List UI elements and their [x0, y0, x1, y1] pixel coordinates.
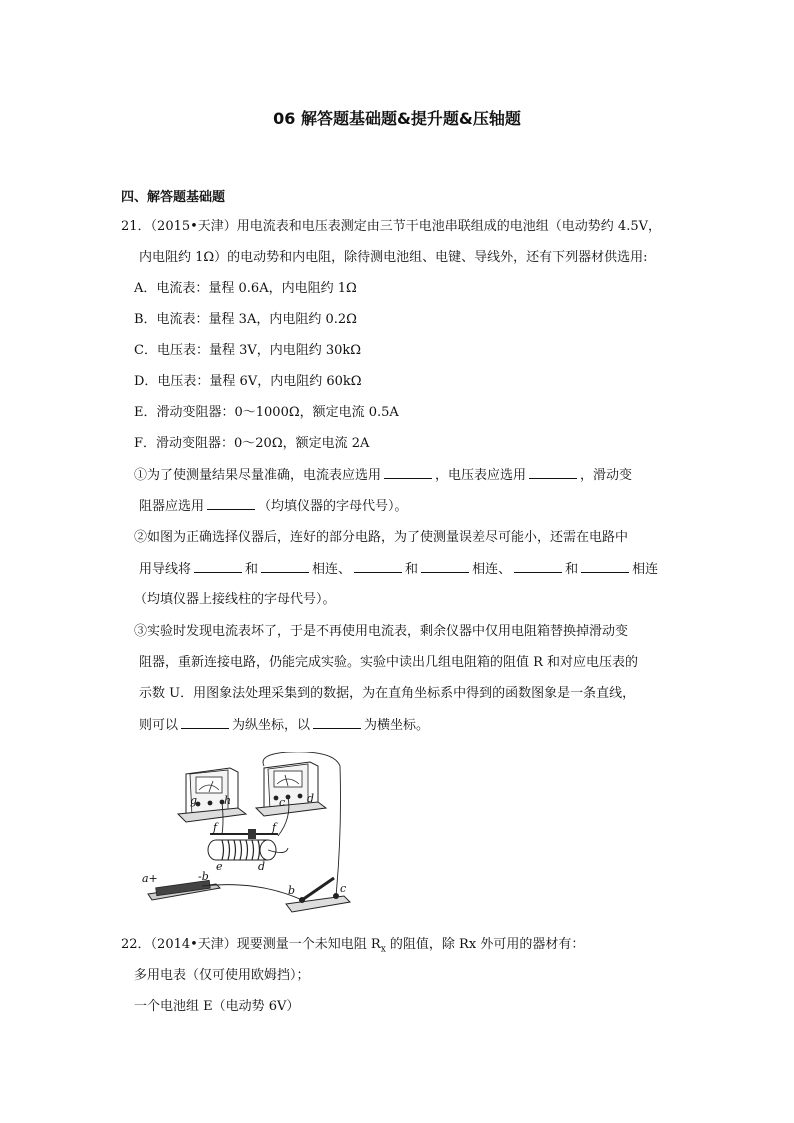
label-b-switch: b: [288, 884, 296, 897]
q22-item-2: 一个电池组 E（电动势 6V）: [134, 999, 300, 1014]
circuit-figure: [138, 752, 358, 920]
q21-part2-and-2: 和: [405, 562, 419, 577]
q21-part2-line2: [139, 560, 658, 579]
q21-option-d: D．电压表：量程 6V，内电阻约 60kΩ: [134, 374, 362, 389]
q21-part3-text-c: 为横坐标。: [364, 718, 430, 733]
q21-option-f: F．滑动变阻器：0～20Ω，额定电流 2A: [134, 436, 370, 451]
q22-stem-subscript: x: [380, 944, 386, 955]
q21-stem-line2: 内电阻约 1Ω）的电动势和内电阻，除待测电池组、电键、导线外，还有下列器材供选用:: [139, 250, 648, 265]
q21-part2-line1: ②如图为正确选择仪器后，连好的部分电路，为了使测量误差尽可能小，还需在电路中: [134, 530, 629, 545]
voltmeter-meter: [256, 762, 326, 816]
q22-stem-b: 的阻值，除 Rx 外可用的器材有：: [385, 937, 585, 952]
q21-part3-line1: ③实验时发现电流表坏了，于是不再使用电流表，剩余仪器中仅用电阻箱替换掉滑动变: [134, 624, 629, 639]
q22-item-1: 多用电表（仅可使用欧姆挡）；: [134, 968, 310, 983]
q21-part3-text-a: 则可以: [139, 718, 179, 733]
q21-part3-line3: 示数 U．用图象法处理采集到的数据，为在直角坐标系中得到的函数图象是一条直线，: [139, 686, 636, 701]
page-title: 06 解答题基础题&提升题&压轴题: [273, 109, 521, 128]
q21-part1-text-a: ①为了使测量结果尽量准确，电流表应选用: [134, 468, 382, 483]
answer-blank-1: [194, 560, 242, 573]
label-g: g: [190, 794, 198, 807]
answer-blank-ordinate: [181, 716, 229, 729]
answer-blank-2: [261, 560, 309, 573]
q21-part1-text-c: ，滑动变: [580, 468, 633, 483]
q21-part1-line2: [139, 497, 408, 516]
label-a-plus: a+: [142, 872, 158, 885]
q21-part2-and-1: 和: [245, 562, 259, 577]
section-heading: 四、解答题基础题: [121, 190, 226, 205]
q21-part1-text-b: ，电压表应选用: [435, 468, 527, 483]
q21-part3-line4: [139, 716, 429, 735]
q21-part2-end: 相连: [632, 562, 659, 577]
q21-part2-text-a: 用导线将: [139, 562, 192, 577]
answer-blank-5: [514, 560, 562, 573]
q21-option-a: A．电流表：量程 0.6A，内电阻约 1Ω: [134, 281, 357, 296]
label-d-voltmeter: d: [307, 792, 315, 805]
label-c-switch: c: [340, 882, 347, 895]
q21-option-e: E．滑动变阻器：0～1000Ω，额定电流 0.5A: [134, 405, 399, 420]
label-h: h: [224, 794, 232, 807]
label-minus-b: -b: [198, 870, 209, 883]
q21-part1-text-e: （均填仪器的字母代号）。: [258, 499, 408, 514]
q21-part1-line1: [134, 466, 632, 485]
q21-part3-line2: 阻器，重新连接电路，仍能完成实验。实验中读出几组电阻箱的阻值 R 和对应电压表的: [139, 655, 639, 670]
battery-pack: [148, 880, 220, 900]
q21-part1-text-d: 阻器应选用: [139, 499, 205, 514]
label-f-right: f: [272, 821, 277, 834]
q21-option-b: B．电流表：量程 3A，内电阻约 0.2Ω: [134, 312, 357, 327]
answer-blank-abscissa: [313, 716, 361, 729]
answer-blank-6: [581, 560, 629, 573]
rheostat: [208, 829, 278, 860]
q21-stem-line1: 21．（2015•天津）用电流表和电压表测定由三节干电池串联组成的电池组（电动势约 4.5V，: [121, 219, 661, 234]
answer-blank-voltmeter: [529, 466, 577, 479]
q21-part2-line3: （均填仪器上接线柱的字母代号）。: [134, 592, 336, 607]
q22-stem-a: 22．（2014•天津）现要测量一个未知电阻 R: [121, 937, 381, 952]
q21-part3-text-b: 为纵坐标，以: [232, 718, 311, 733]
q21-part2-join-1: 相连、: [312, 562, 352, 577]
q22-stem: [121, 936, 584, 959]
q21-part2-and-3: 和: [565, 562, 579, 577]
label-d-rheostat: d: [258, 860, 266, 873]
label-f-left: f: [213, 821, 218, 834]
answer-blank-3: [354, 560, 402, 573]
answer-blank-ammeter: [384, 466, 432, 479]
label-c-voltmeter: c: [279, 796, 286, 809]
answer-blank-4: [421, 560, 469, 573]
label-e: e: [216, 860, 223, 873]
ammeter-meter: [178, 768, 246, 822]
q21-part2-join-2: 相连、: [472, 562, 512, 577]
answer-blank-rheostat: [207, 497, 255, 510]
q21-option-c: C．电压表：量程 3V，内电阻约 30kΩ: [134, 343, 362, 358]
